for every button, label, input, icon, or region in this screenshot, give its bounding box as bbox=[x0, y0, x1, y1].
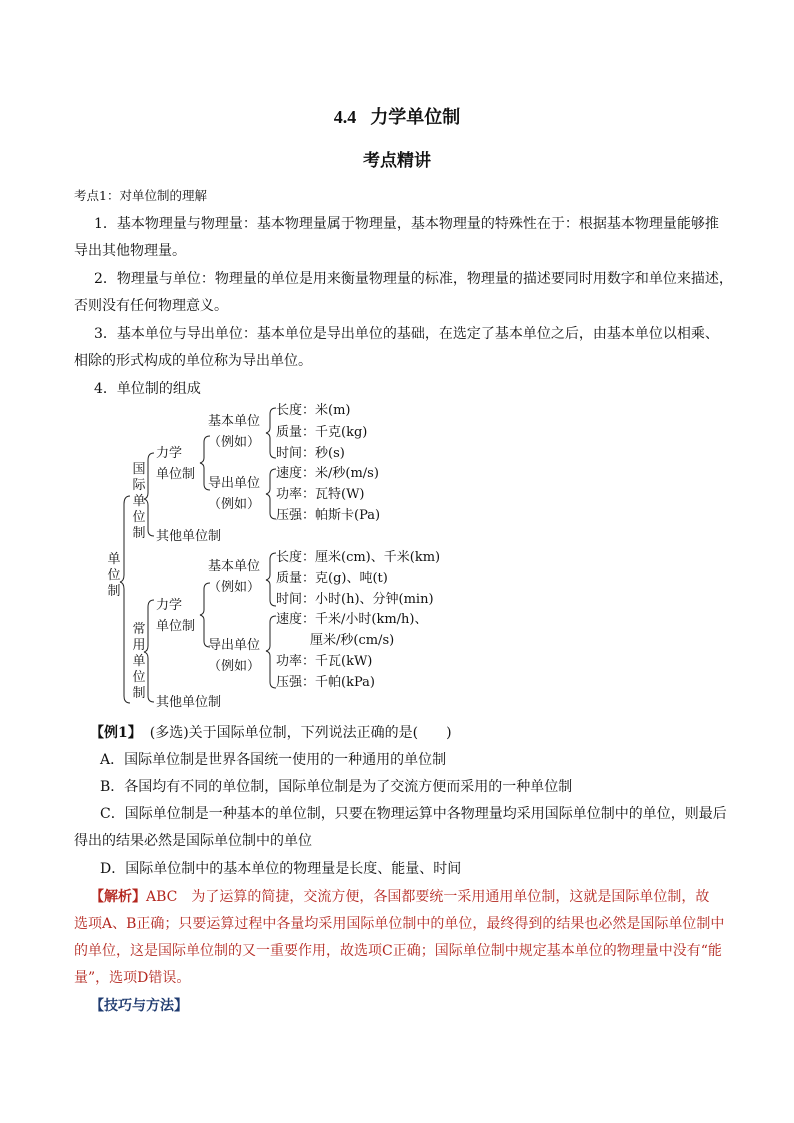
tree-common-derived-eg: （例如） bbox=[208, 659, 261, 674]
tree-intl-lixue: 力学 bbox=[156, 446, 183, 461]
section-title: 力学单位制 bbox=[370, 107, 461, 128]
tree-common-derived: 导出单位 bbox=[208, 638, 261, 653]
tree-common-lixue: 力学 bbox=[156, 598, 183, 613]
analysis-line-3: 的单位，这是国际单位制的又一重要作用，故选项C正确；国际单位制中规定基本单位的物理量中没有“能 bbox=[74, 943, 722, 959]
option-c-line-1: C．国际单位制是一种基本的单位制，只要在物理运算中各物理量均采用国际单位制中的单位，则最后 bbox=[100, 806, 727, 822]
example-label: 【例1】 bbox=[90, 725, 142, 741]
analysis-text-1: ABC 为了运算的简捷，交流方便，各国都要统一采用通用单位制，这就是国际单位制，故 bbox=[146, 889, 710, 905]
example-stem: (多选)关于国际单位制，下列说法正确的是( ) bbox=[149, 725, 452, 741]
intl-basic-time: 时间：秒(s) bbox=[276, 446, 345, 461]
intl-derived-velocity: 速度：米/秒(m/s) bbox=[276, 466, 379, 481]
common-basic-time: 时间：小时(h)、分钟(min) bbox=[276, 592, 434, 607]
option-b: B．各国均有不同的单位制，国际单位制是为了交流方便而采用的一种单位制 bbox=[100, 779, 573, 795]
tree-intl-other: 其他单位制 bbox=[156, 529, 222, 544]
para-3-line-1: 3．基本单位与导出单位：基本单位是导出单位的基础，在选定了基本单位之后，由基本单位以相乘、 bbox=[94, 326, 719, 342]
tree-intl-derived: 导出单位 bbox=[208, 476, 261, 491]
intl-derived-power: 功率：瓦特(W) bbox=[276, 487, 365, 502]
tree-common: 常 用 单 位 制 bbox=[132, 622, 146, 701]
para-2-line-1: 2．物理量与单位：物理量的单位是用来衡量物理量的标准，物理量的描述要同时用数字和单位来描述， bbox=[94, 271, 733, 287]
common-basic-length: 长度：厘米(cm)、千米(km) bbox=[276, 550, 441, 565]
kaodian-heading: 考点1：对单位制的理解 bbox=[74, 188, 207, 203]
intl-derived-pressure: 压强：帕斯卡(Pa) bbox=[276, 508, 381, 523]
example-stem-line bbox=[90, 722, 452, 742]
option-d: D．国际单位制中的基本单位的物理量是长度、能量、时间 bbox=[100, 861, 462, 877]
tree-intl: 国 际 单 位 制 bbox=[132, 462, 146, 541]
common-derived-pressure: 压强：千帕(kPa) bbox=[276, 675, 375, 690]
para-1-line-1: 1．基本物理量与物理量：基本物理量属于物理量，基本物理量的特殊性在于：根据基本物理量能够推 bbox=[94, 216, 719, 232]
para-1-line-2: 导出其他物理量。 bbox=[74, 243, 186, 259]
tree-common-basic-eg: （例如） bbox=[208, 580, 261, 595]
option-c-line-2: 得出的结果必然是国际单位制中的单位 bbox=[74, 833, 312, 849]
tree-common-danweizhi: 单位制 bbox=[156, 619, 196, 634]
para-3-line-2: 相除的形式构成的单位称为导出单位。 bbox=[74, 353, 312, 369]
tree-root: 单 位 制 bbox=[107, 552, 121, 599]
tree-intl-basic-eg: （例如） bbox=[208, 435, 261, 450]
common-derived-power: 功率：千瓦(kW) bbox=[276, 654, 373, 669]
analysis-label: 【解析】 bbox=[90, 889, 146, 905]
tree-intl-derived-eg: （例如） bbox=[208, 497, 261, 512]
section-number: 4.4 bbox=[333, 107, 357, 127]
intl-basic-length: 长度：米(m) bbox=[276, 403, 351, 418]
intl-basic-mass: 质量：千克(kg) bbox=[276, 425, 368, 440]
analysis-line-1 bbox=[90, 886, 709, 906]
analysis-line-2: 选项A、B正确；只要运算过程中各量均采用国际单位制中的单位，最终得到的结果也必然是国际单位制中 bbox=[74, 916, 725, 932]
skills-heading: 【技巧与方法】 bbox=[90, 998, 188, 1014]
page-subtitle: 考点精讲 bbox=[363, 151, 431, 171]
tree-common-other: 其他单位制 bbox=[156, 695, 222, 710]
common-derived-velocity-1: 速度：千米/小时(km/h)、 bbox=[276, 612, 428, 627]
analysis-line-4: 量”，选项D错误。 bbox=[74, 970, 191, 986]
tree-intl-danweizhi: 单位制 bbox=[156, 467, 196, 482]
common-derived-velocity-2: 厘米/秒(cm/s) bbox=[310, 633, 395, 648]
tree-common-basic: 基本单位 bbox=[208, 559, 261, 574]
para-4: 4．单位制的组成 bbox=[94, 381, 201, 397]
para-2-line-2: 否则没有任何物理意义。 bbox=[74, 298, 228, 314]
common-basic-mass: 质量：克(g)、吨(t) bbox=[276, 571, 388, 586]
tree-intl-basic: 基本单位 bbox=[208, 414, 261, 429]
option-a: A．国际单位制是世界各国统一使用的一种通用的单位制 bbox=[100, 752, 447, 768]
